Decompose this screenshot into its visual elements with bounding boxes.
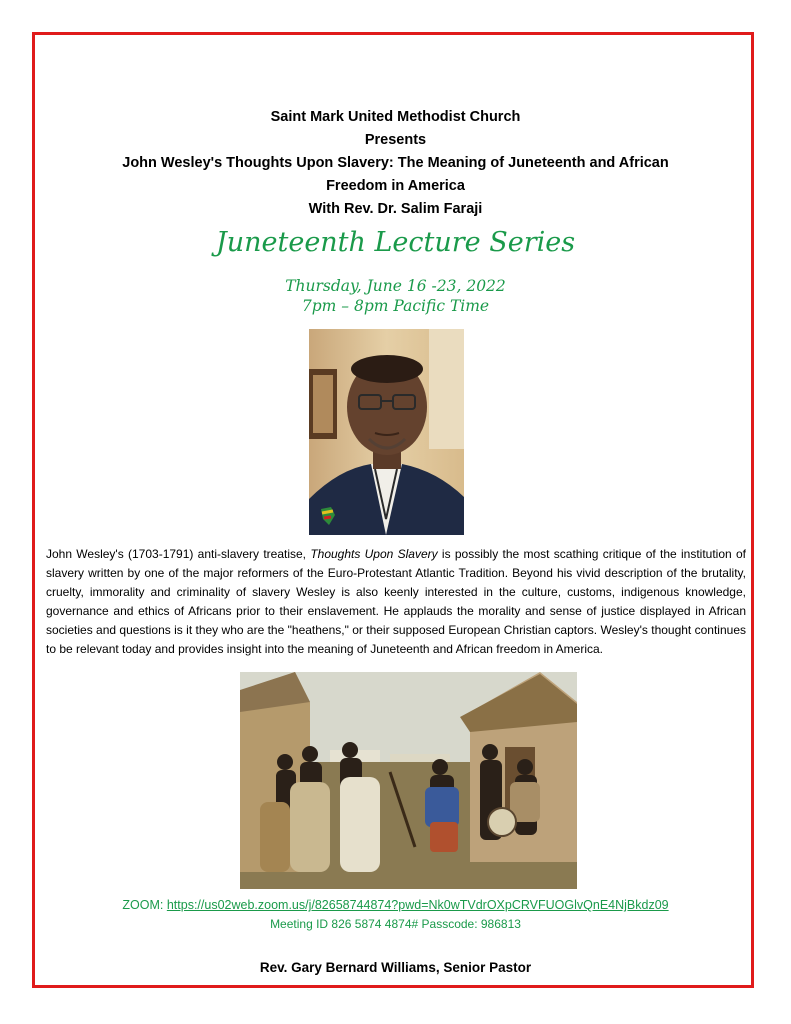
- speaker-line: With Rev. Dr. Salim Faraji: [308, 201, 483, 217]
- church-name: Saint Mark United Methodist Church: [270, 109, 521, 125]
- speaker-portrait: [309, 329, 464, 535]
- event-time: 7pm – 8pm Pacific Time: [301, 297, 490, 315]
- lecture-title-line-2: Freedom in America: [326, 178, 465, 194]
- senior-pastor-line: Rev. Gary Bernard Williams, Senior Pastor: [259, 960, 532, 975]
- book-title: Thoughts Upon Slavery: [310, 547, 438, 561]
- zoom-link[interactable]: https://us02web.zoom.us/j/82658744874?pwd=Nk0wTVdrOXpCRVFUOGlvQnE4NjBkdz09: [166, 898, 669, 912]
- lecture-title-line-1: John Wesley's Thoughts Upon Slavery: The Meaning of Juneteenth and African: [122, 155, 669, 171]
- historical-painting: [240, 672, 577, 889]
- zoom-line: [40, 896, 751, 914]
- zoom-label: ZOOM:: [122, 898, 164, 912]
- meeting-credentials: Meeting ID 826 5874 4874# Passcode: 986813: [270, 917, 521, 931]
- series-title: Juneteenth Lecture Series: [215, 227, 576, 258]
- presents-line: Presents: [364, 132, 427, 148]
- description-paragraph: John Wesley's (1703-1791) anti-slavery treatise, Thoughts Upon Slavery is possibly the most scathing critique of the institution of slavery written by one of the major reformers of the Euro-Protestant Atlantic Tradition. Beyond his vivid description of the brutality, cruelty, immorality and criminality of slavery Wesley is also keenly interested in the culture, customs, indigenous knowledge, governance and ethics of Africans prior to their enslavement. He applauds the morality and sense of justice displayed in African societies and questions is it they who are the "heathens," or their supposed European Christian captors. Wesley's thought continues to be relevant today and provides insight into the meaning of Juneteenth and African freedom in America.: [46, 547, 746, 656]
- event-date: Thursday, June 16 -23, 2022: [285, 277, 506, 295]
